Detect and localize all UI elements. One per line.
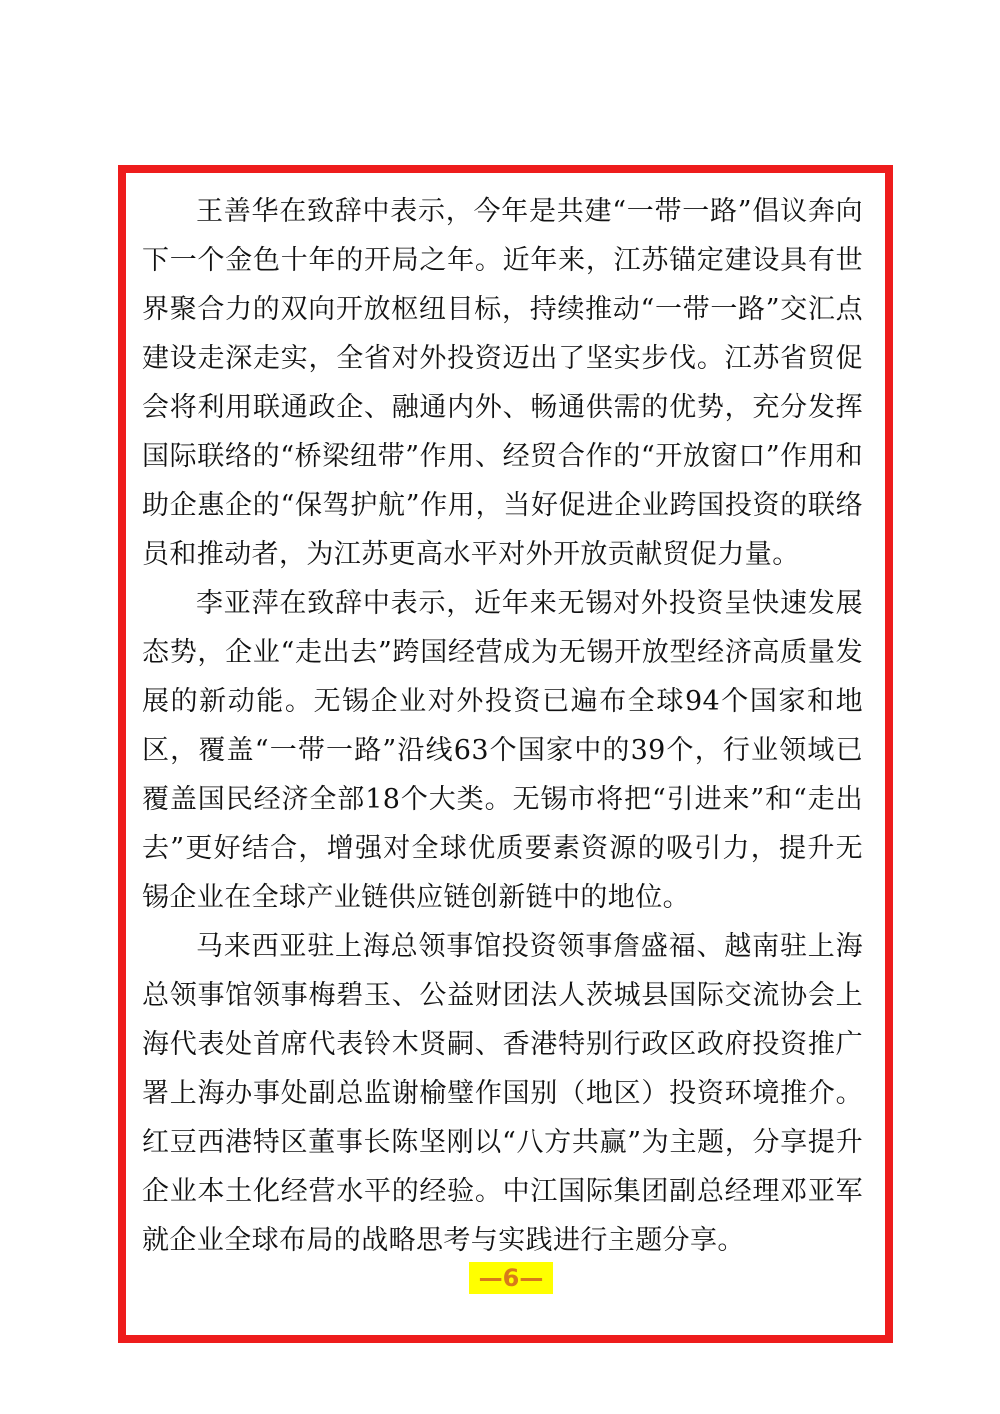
page-frame [118, 165, 893, 1343]
article-body [142, 187, 863, 1265]
paragraph-wang-shanhua-speech: 王善华在致辞中表示，今年是共建“一带一路”倡议奔向下一个金色十年的开局之年。近年来，江苏锚定建设具有世界聚合力的双向开放枢纽目标，持续推动“一带一路”交汇点建设走深走实，全省对外投资迈出了坚实步伐。江苏省贸促会将利用联通政企、融通内外、畅通供需的优势，充分发挥国际联络的“桥梁纽带”作用、经贸合作的“开放窗口”作用和助企惠企的“保驾护航”作用，当好促进企业跨国投资的联络员和推动者，为江苏更高水平对外开放贡献贸促力量。 [142, 196, 863, 570]
page-number: —6— [469, 1262, 553, 1294]
paragraph-investment-presentations: 马来西亚驻上海总领事馆投资领事詹盛福、越南驻上海总领事馆领事梅碧玉、公益财团法人茨城县国际交流协会上海代表处首席代表铃木贤嗣、香港特别行政区政府投资推广署上海办事处副总监谢榆璧作国别（地区）投资环境推介。红豆西港特区董事长陈坚刚以“八方共赢”为主题，分享提升企业本土化经营水平的经验。中江国际集团副总经理邓亚军就企业全球布局的战略思考与实践进行主题分享。 [142, 931, 863, 1256]
paragraph-li-yaping-speech: 李亚萍在致辞中表示，近年来无锡对外投资呈快速发展态势，企业“走出去”跨国经营成为无锡开放型经济高质量发展的新动能。无锡企业对外投资已遍布全球94个国家和地区，覆盖“一带一路”沿线63个国家中的39个，行业领域已覆盖国民经济全部18个大类。无锡市将把“引进来”和“走出去”更好结合，增强对全球优质要素资源的吸引力，提升无锡企业在全球产业链供应链创新链中的地位。 [142, 588, 863, 913]
